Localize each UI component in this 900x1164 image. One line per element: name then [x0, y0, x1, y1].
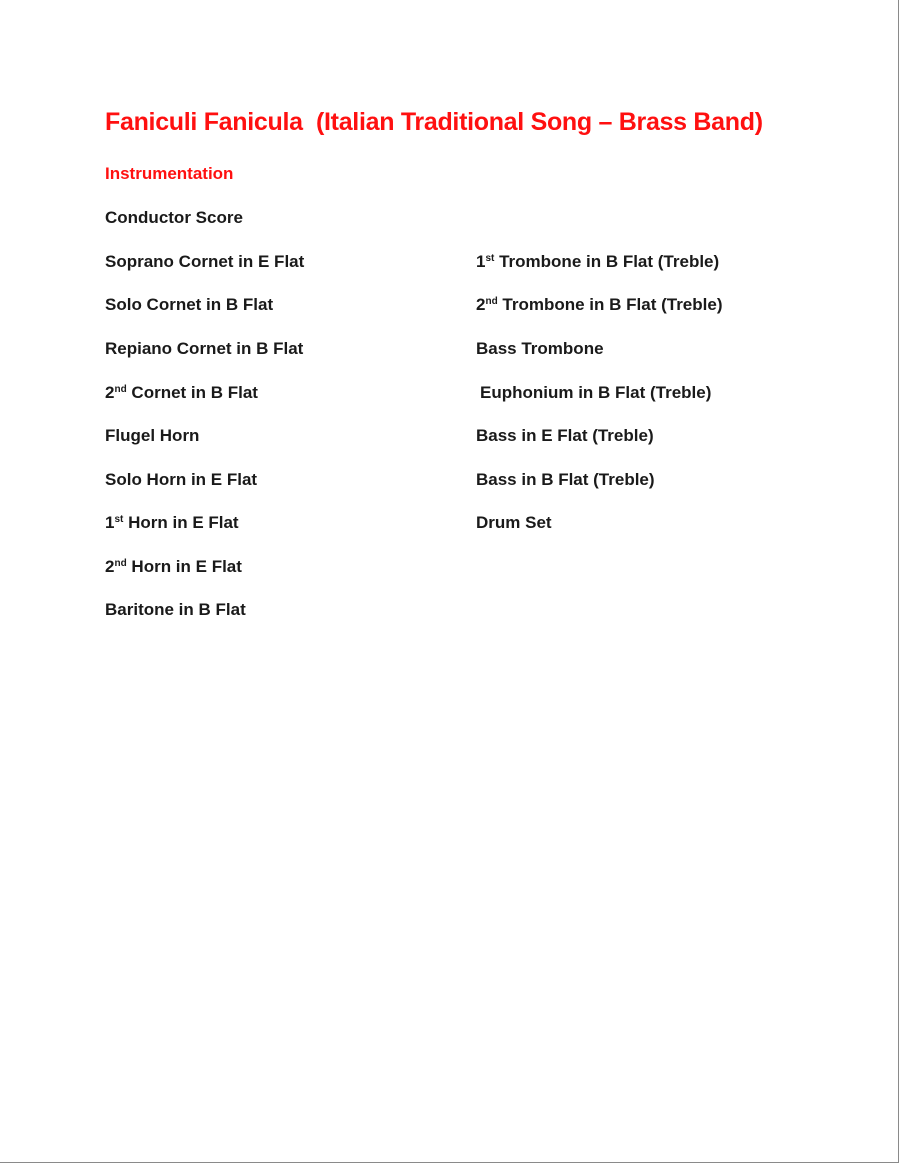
- instrument-item: Soprano Cornet in E Flat: [105, 252, 305, 271]
- instrument-item: 1st Trombone in B Flat (Treble): [476, 252, 720, 271]
- instrument-item: Euphonium in B Flat (Treble): [480, 383, 712, 402]
- instrument-item: Bass in E Flat (Treble): [476, 426, 654, 445]
- instrument-item: Baritone in B Flat: [105, 600, 246, 619]
- instrument-item: Drum Set: [476, 513, 552, 532]
- instrument-item: 2nd Trombone in B Flat (Treble): [476, 295, 723, 314]
- conductor-score-item: Conductor Score: [105, 208, 243, 227]
- instrument-item: Flugel Horn: [105, 426, 200, 445]
- document-title: Faniculi Fanicula (Italian Traditional Song – Brass Band): [105, 108, 763, 136]
- instrument-item: Repiano Cornet in B Flat: [105, 339, 304, 358]
- instrument-item: Bass in B Flat (Treble): [476, 470, 655, 489]
- instrumentation-heading: Instrumentation: [105, 164, 234, 183]
- instrument-item: 1st Horn in E Flat: [105, 513, 239, 532]
- instrument-item: Solo Horn in E Flat: [105, 470, 258, 489]
- instrument-item: 2nd Cornet in B Flat: [105, 383, 258, 402]
- instrument-item: 2nd Horn in E Flat: [105, 557, 242, 576]
- instrument-item: Bass Trombone: [476, 339, 604, 358]
- instrument-item: Solo Cornet in B Flat: [105, 295, 274, 314]
